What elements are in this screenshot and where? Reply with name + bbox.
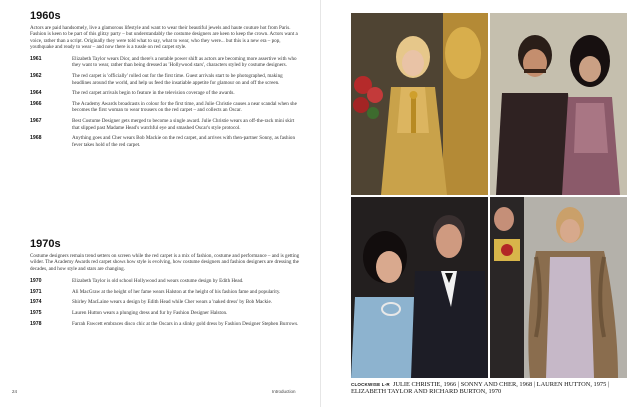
section-1960s (30, 10, 302, 152)
timeline-year: 1962 (30, 73, 42, 80)
photo-lauren-hutton (490, 197, 627, 378)
intro-1970s: Costume designers remain trend setters on screen while the red carpet is a mix of fashion, costume and performance – and is getting wilder. The Academy Awards red carpet shows how style is evolving, how costume designers and fashion designers are dressing the decades, and how style and stars are changing. (30, 253, 300, 272)
timeline-row (30, 101, 302, 114)
timeline-text: Farrah Fawcett embraces disco chic at the Oscars in a slinky gold dress by Fashion Designer Stephen Burrows. (72, 321, 299, 328)
photo-caption (351, 381, 627, 395)
timeline-text: Shirley MacLaine wears a design by Edith Head while Cher wears a 'naked dress' by Bob Mackie. (72, 299, 273, 306)
timeline-text: The red carpet is 'officially' rolled out for the first time. Guest arrivals start to be photographed, making headlines around the world, and help us feed the insatiable appetite for glamour on and off the screen. (72, 73, 283, 86)
timeline-row (30, 299, 302, 305)
timeline-year: 1970 (30, 277, 42, 284)
heading-1960s: 1960s (30, 10, 61, 22)
photo-taylor-and-burton (351, 197, 488, 378)
timeline-year: 1971 (30, 288, 42, 295)
photo-sonny-and-cher-art (490, 13, 627, 195)
photo-taylor-and-burton-art (351, 197, 488, 378)
running-footer: Introduction (272, 389, 296, 394)
timeline-year: 1974 (30, 299, 42, 306)
timeline-text: The Academy Awards broadcasts in colour for the first time, and Julie Christie causes a near scandal when she becomes the first woman to wear trousers on the red carpet – and collects an Oscar. (72, 101, 297, 114)
photo-julie-christie-art (351, 13, 488, 195)
timeline-text: Lauren Hutton wears a plunging dress and fur by Fashion Designer Halston. (72, 310, 228, 317)
page-gutter (320, 0, 321, 407)
timeline-row (30, 56, 302, 69)
timeline-year: 1964 (30, 90, 42, 97)
timeline-year: 1975 (30, 310, 42, 317)
timeline-row (30, 278, 302, 284)
caption-label: CLOCKWISE L-R (351, 382, 390, 387)
timeline-year: 1967 (30, 118, 42, 125)
timeline-year: 1978 (30, 321, 42, 328)
timeline-row (30, 118, 302, 131)
caption-text: JULIE CHRISTIE, 1966 | SONNY AND CHER, 1968 | LAUREN HUTTON, 1975 | ELIZABETH TAYLOR AND RICHARD BURTON, 1970 (351, 381, 610, 396)
timeline-text: Elizabeth Taylor wears Dior, and there's a notable power shift as actors are becoming more assertive with who they want to wear, rather than being dressed as 'Hollywood stars', characters styled by costume designers. (72, 56, 297, 69)
timeline-row (30, 310, 302, 316)
heading-1970s: 1970s (30, 238, 61, 250)
timeline-year: 1966 (30, 101, 42, 108)
timeline-1970s (30, 278, 302, 327)
photo-sonny-and-cher (490, 13, 627, 195)
timeline-row (30, 321, 302, 327)
page-number: 24 (12, 389, 18, 394)
timeline-text: Ali MacGraw at the height of her fame wears Halston at the height of his fashion fame and popularity. (72, 288, 281, 295)
timeline-year: 1961 (30, 56, 42, 63)
timeline-text: The red carpet arrivals begin to feature in the television coverage of the awards. (72, 90, 235, 97)
timeline-row (30, 73, 302, 86)
timeline-text: Elizabeth Taylor is old school Hollywood and wears costume design by Edith Head. (72, 277, 244, 284)
photo-julie-christie (351, 13, 488, 195)
timeline-text: Anything goes and Cher wears Bob Mackie on the red carpet, and arrives with then-partner Sonny, as fashion fever takes hold of the red carpet. (72, 135, 296, 148)
section-1970s (30, 238, 302, 332)
timeline-row (30, 289, 302, 295)
timeline-row (30, 135, 302, 148)
photo-lauren-hutton-art (490, 197, 627, 378)
intro-1960s: Actors are paid handsomely, live a glamorous lifestyle and want to wear their beautiful jewels and haute couture hot from Paris. Fashion is keen to be part of this glitzy party – but understandably the costume designers are keen to keep the crown. Actors want a voice, rather than a script. Originally they were told what to say, what to wear, who they were... but this is a new era – pop, youthquake and ready to wear – and now there is a tussle on red carpet style. (30, 25, 298, 50)
timeline-row (30, 90, 302, 96)
timeline-year: 1968 (30, 135, 42, 142)
timeline-text: Best Costume Designer gets merged to become a single award. Julie Christie wears an off-the-rack mini skirt that slipped past Madame Head's watchful eye and smashed Oscar's style protocol. (72, 118, 295, 131)
timeline-1960s (30, 56, 302, 148)
